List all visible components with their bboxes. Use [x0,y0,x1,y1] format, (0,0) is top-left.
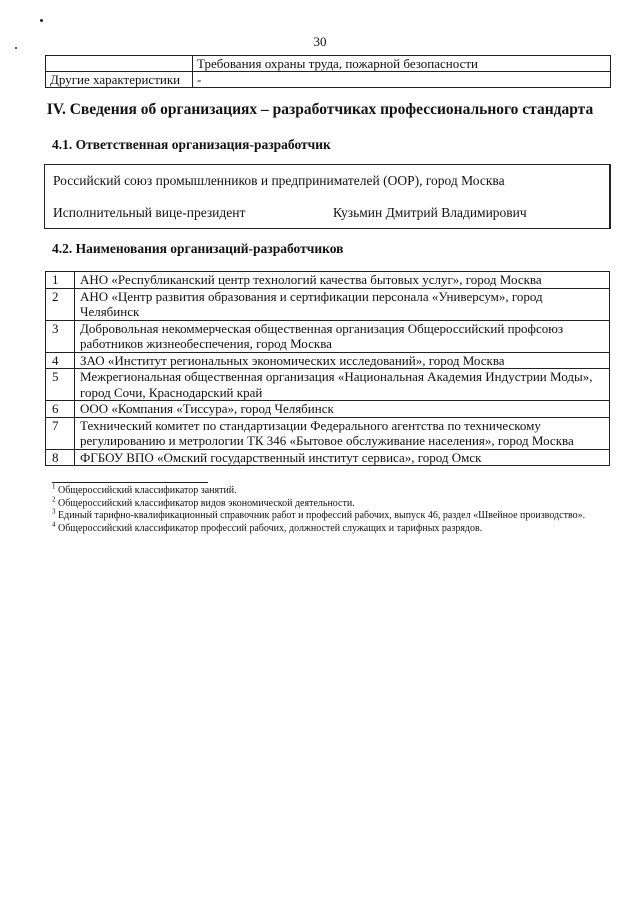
table-row [46,352,610,369]
footnote [52,507,604,523]
footnote-text: Общероссийский классификатор видов экономической деятельности. [58,497,355,509]
table-row [46,288,610,320]
footnote-mark: 4 [52,520,56,529]
developers-table [45,271,610,466]
table-row [46,417,610,449]
table-row [46,369,610,401]
footnote-mark: 3 [52,507,56,516]
responsible-org-heading: 4.1. Ответственная организация-разработчик [52,137,331,152]
table-row [46,449,610,466]
developer-org: АНО «Центр развития образования и сертификации персонала «Универсум», город Челябинск [75,288,610,320]
table-row [46,320,610,352]
row-number: 4 [46,352,75,369]
developer-org: Технический комитет по стандартизации Федерального агентства по техническому регулированию и метрологии ТК 346 «Бытовое обслуживание населения», город Москва [75,417,610,449]
scan-speck [40,19,43,22]
footnote-separator [52,482,208,483]
footnote [52,520,604,536]
table-cell-label: Другие характеристики [46,72,193,88]
table-row [46,401,610,418]
developer-org: Добровольная некоммерческая общественная организация Общероссийский профсоюз работников жизнеобеспечения, город Москва [75,320,610,352]
responsible-person-name: Кузьмин Дмитрий Владимирович [333,205,527,220]
footnote [52,495,604,511]
responsible-position: Исполнительный вице-президент [53,205,246,220]
row-number: 3 [46,320,75,352]
table-cell: - [193,72,611,88]
row-number: 5 [46,369,75,401]
characteristics-table [45,55,611,88]
page-number: 30 [313,34,327,49]
table-cell: Требования охраны труда, пожарной безопасности [193,56,611,72]
section-title: IV. Сведения об организациях – разработчиках профессионального стандарта [46,101,594,118]
developer-org: ФГБОУ ВПО «Омский государственный институт сервиса», город Омск [75,449,610,466]
row-number: 1 [46,272,75,289]
table-row [46,56,611,72]
table-row [46,272,610,289]
table-row [46,72,611,88]
footnote-text: Общероссийский классификатор профессий рабочих, должностей служащих и тарифных разрядов. [58,522,483,534]
developers-heading: 4.2. Наименования организаций-разработчиков [52,241,344,256]
footnote-text: Общероссийский классификатор занятий. [58,485,237,496]
developer-org: АНО «Республиканский центр технологий качества бытовых услуг», город Москва [75,272,610,289]
developer-org: Межрегиональная общественная организация «Национальная Академия Индустрии Моды», город Сочи, Краснодарский край [75,369,610,401]
developer-org: ООО «Компания «Тиссура», город Челябинск [75,401,610,418]
row-number: 6 [46,401,75,418]
row-number: 2 [46,288,75,320]
developer-org: ЗАО «Институт региональных экономических исследований», город Москва [75,352,610,369]
footnote-text: Единый тарифно-квалификационный справочник работ и профессий рабочих, выпуск 46, раздел «Швейное производство». [58,510,586,521]
row-number: 7 [46,417,75,449]
table-cell-empty [46,56,193,72]
footnote [52,482,604,498]
row-number: 8 [46,449,75,466]
responsible-org-name: Российский союз промышленников и предпринимателей (ООР), город Москва [53,173,505,188]
footnote-mark: 1 [52,482,56,491]
responsible-org-box [44,164,611,229]
footnotes [52,482,604,535]
footnote-mark: 2 [52,495,56,504]
